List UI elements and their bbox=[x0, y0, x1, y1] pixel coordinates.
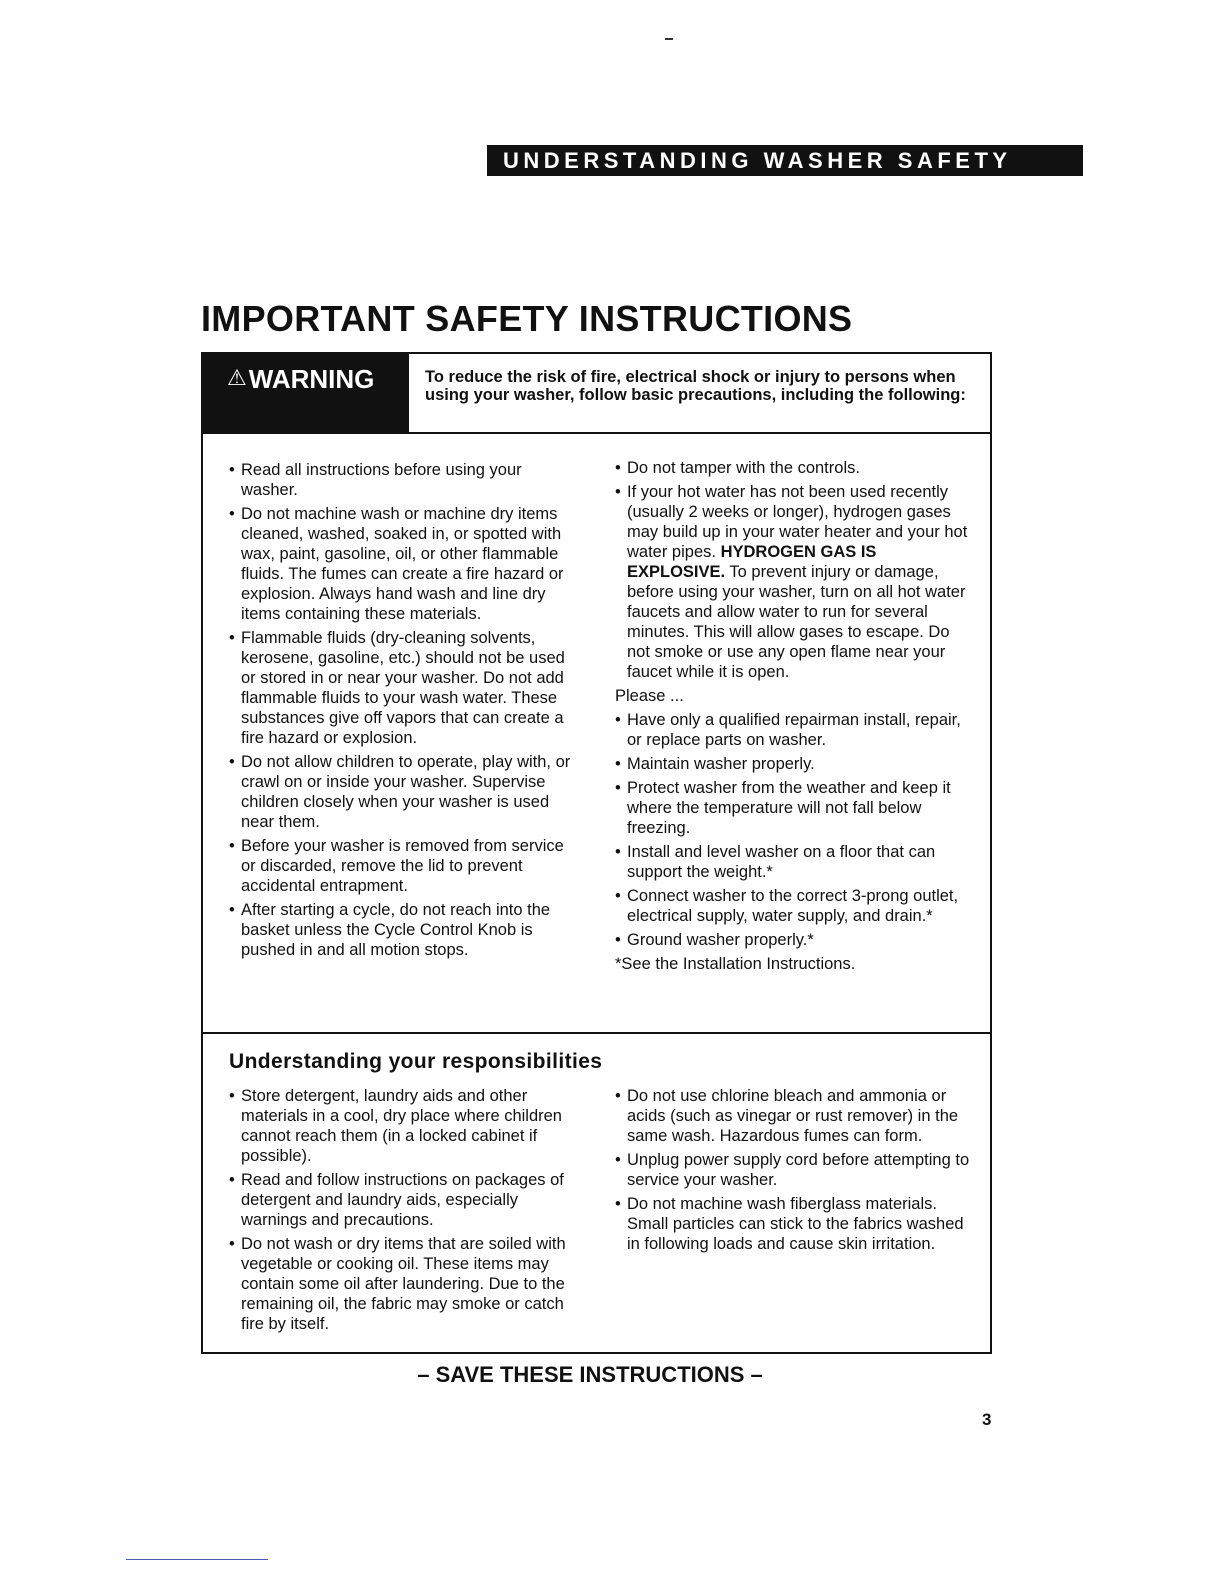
list-item: • Read all instructions before using your washer. bbox=[229, 460, 581, 500]
warning-label-text: WARNING bbox=[248, 364, 375, 394]
hydrogen-gas-item bbox=[615, 482, 975, 682]
list-item: • Do not allow children to operate, play with, or crawl on or inside your washer. Supervise children closely when your washer is used near them. bbox=[229, 752, 581, 832]
list-item: • Ground washer properly.* bbox=[615, 930, 975, 950]
warning-left-column bbox=[229, 460, 581, 964]
responsibilities-left-column bbox=[229, 1086, 581, 1338]
hydrogen-text-post: To prevent injury or damage, before using your washer, turn on all hot water faucets and allow water to run for several minutes. This will allow gases to escape. Do not smoke or use any open flame near your faucet while it is open. bbox=[627, 563, 966, 681]
hydrogen-warning-bold: HYDROGEN GAS IS EXPLOSIVE. bbox=[627, 543, 877, 581]
list-item: • Do not use chlorine bleach and ammonia or acids (such as vinegar or rust remover) in the same wash. Hazardous fumes can form. bbox=[615, 1086, 975, 1146]
list-item: • Maintain washer properly. bbox=[615, 754, 975, 774]
list-item: • Do not wash or dry items that are soiled with vegetable or cooking oil. These items may contain some oil after laundering. Due to the remaining oil, the fabric may smoke or catch fire by itself. bbox=[229, 1234, 581, 1334]
warning-triangle-icon: ⚠ bbox=[227, 365, 247, 390]
list-item: • Before your washer is removed from service or discarded, remove the lid to prevent accidental entrapment. bbox=[229, 836, 581, 896]
list-item: • Do not machine wash or machine dry items cleaned, washed, soaked in, or spotted with wax, paint, gasoline, oil, or other flammable fluids. The fumes can create a fire hazard or explosion. Always hand wash and line dry items containing these materials. bbox=[229, 504, 581, 624]
list-item: • Install and level washer on a floor that can support the weight.* bbox=[615, 842, 975, 882]
warning-right-list bbox=[615, 710, 975, 950]
list-item: • Flammable fluids (dry-cleaning solvents, kerosene, gasoline, etc.) should not be used or stored in or near your washer. Do not add flammable fluids to your wash water. These substances give off vapors that can create a fire hazard or explosion. bbox=[229, 628, 581, 748]
responsibilities-box bbox=[201, 1032, 992, 1354]
responsibilities-right-column bbox=[615, 1086, 975, 1258]
hydrogen-text-pre: If your hot water has not been used recently (usually 2 weeks or longer), hydrogen gases may build up in your water heater and your hot water pipes. bbox=[627, 483, 968, 561]
warning-left-list bbox=[229, 460, 581, 960]
list-item: • Connect washer to the correct 3-prong outlet, electrical supply, water supply, and drain.* bbox=[615, 886, 975, 926]
list-item: • Unplug power supply cord before attempting to service your washer. bbox=[615, 1150, 975, 1190]
please-label: Please ... bbox=[615, 687, 684, 705]
warning-box bbox=[201, 352, 992, 1034]
scan-speck bbox=[665, 38, 673, 40]
warning-divider bbox=[409, 432, 990, 434]
list-item: • Read and follow instructions on packages of detergent and laundry aids, especially warnings and precautions. bbox=[229, 1170, 581, 1230]
footer-rule bbox=[126, 1559, 268, 1560]
list-item: • Have only a qualified repairman install, repair, or replace parts on washer. bbox=[615, 710, 975, 750]
warning-label bbox=[203, 354, 409, 434]
responsibilities-left-list bbox=[229, 1086, 581, 1334]
responsibilities-right-list bbox=[615, 1086, 975, 1254]
list-item: • Store detergent, laundry aids and other materials in a cool, dry place where children cannot reach them (in a locked cabinet if possible). bbox=[229, 1086, 581, 1166]
list-item: • Protect washer from the weather and keep it where the temperature will not fall below freezing. bbox=[615, 778, 975, 838]
save-instructions: – SAVE THESE INSTRUCTIONS – bbox=[417, 1362, 763, 1387]
warning-right-list-top bbox=[615, 458, 975, 682]
page-number: 3 bbox=[982, 1410, 992, 1429]
list-item: • After starting a cycle, do not reach into the basket unless the Cycle Control Knob is pushed in and all motion stops. bbox=[229, 900, 581, 960]
section-banner: UNDERSTANDING WASHER SAFETY bbox=[487, 145, 1083, 176]
page-title: IMPORTANT SAFETY INSTRUCTIONS bbox=[201, 298, 853, 339]
installation-footnote: *See the Installation Instructions. bbox=[615, 955, 856, 973]
warning-intro: To reduce the risk of fire, electrical shock or injury to persons when using your washer, follow basic precautions, including the following: bbox=[425, 368, 966, 404]
warning-right-column bbox=[615, 458, 975, 978]
list-item: • Do not tamper with the controls. bbox=[615, 458, 975, 478]
list-item: • Do not machine wash fiberglass materials. Small particles can stick to the fabrics washed in following loads and cause skin irritation. bbox=[615, 1194, 975, 1254]
responsibilities-title: Understanding your responsibilities bbox=[229, 1050, 603, 1073]
